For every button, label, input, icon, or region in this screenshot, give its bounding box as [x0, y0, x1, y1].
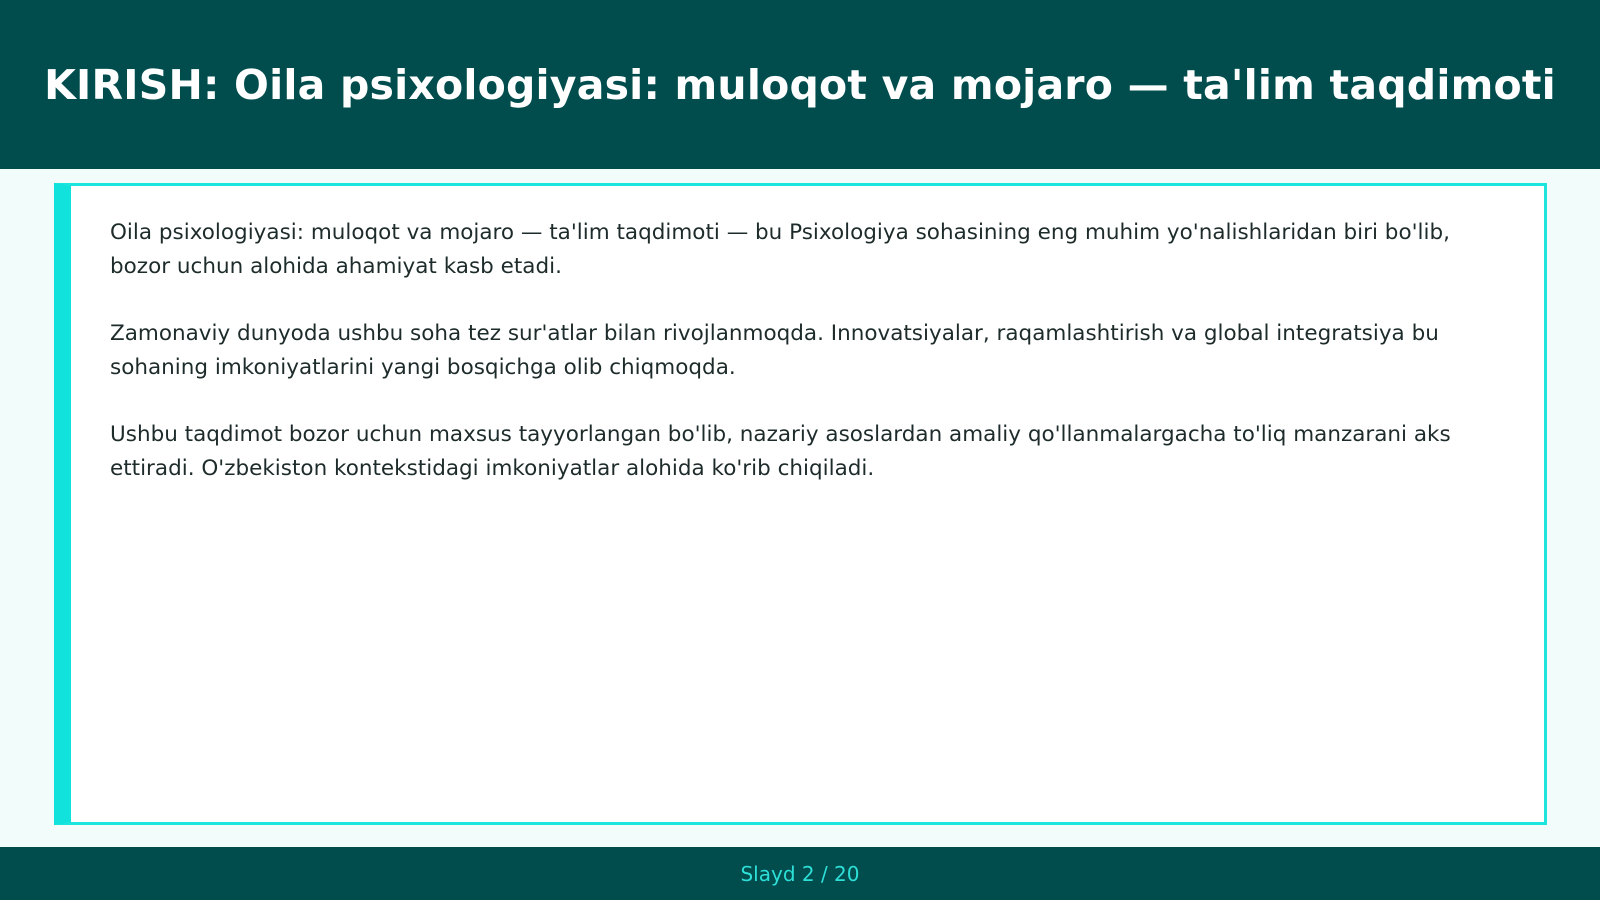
content-card — [54, 183, 1547, 825]
paragraph-1: Oila psixologiyasi: muloqot va mojaro — ta'lim taqdimoti — bu Psixologiya sohasining eng muhim yo'nalishlaridan biri bo'lib, bozor uchun alohida ahamiyat kasb etadi. — [110, 220, 1450, 279]
paragraph-2: Zamonaviy dunyoda ushbu soha tez sur'atlar bilan rivojlanmoqda. Innovatsiyalar, raqamlashtirish va global integratsiya bu sohaning imkoniyatlarini yangi bosqichga olib chiqmoqda. — [110, 321, 1439, 380]
paragraph-3: Ushbu taqdimot bozor uchun maxsus tayyorlangan bo'lib, nazariy asoslardan amaliy qo'llanmalargacha to'liq manzarani aks ettiradi. O'zbekiston kontekstidagi imkoniyatlar alohida ko'rib chiqiladi. — [110, 422, 1451, 481]
slide-footer — [0, 847, 1600, 900]
slide-title: KIRISH: Oila psixologiyasi: muloqot va mojaro — ta'lim taqdimoti — [44, 60, 1556, 109]
slide-counter: Slayd 2 / 20 — [740, 861, 860, 886]
slide-header — [0, 0, 1600, 169]
